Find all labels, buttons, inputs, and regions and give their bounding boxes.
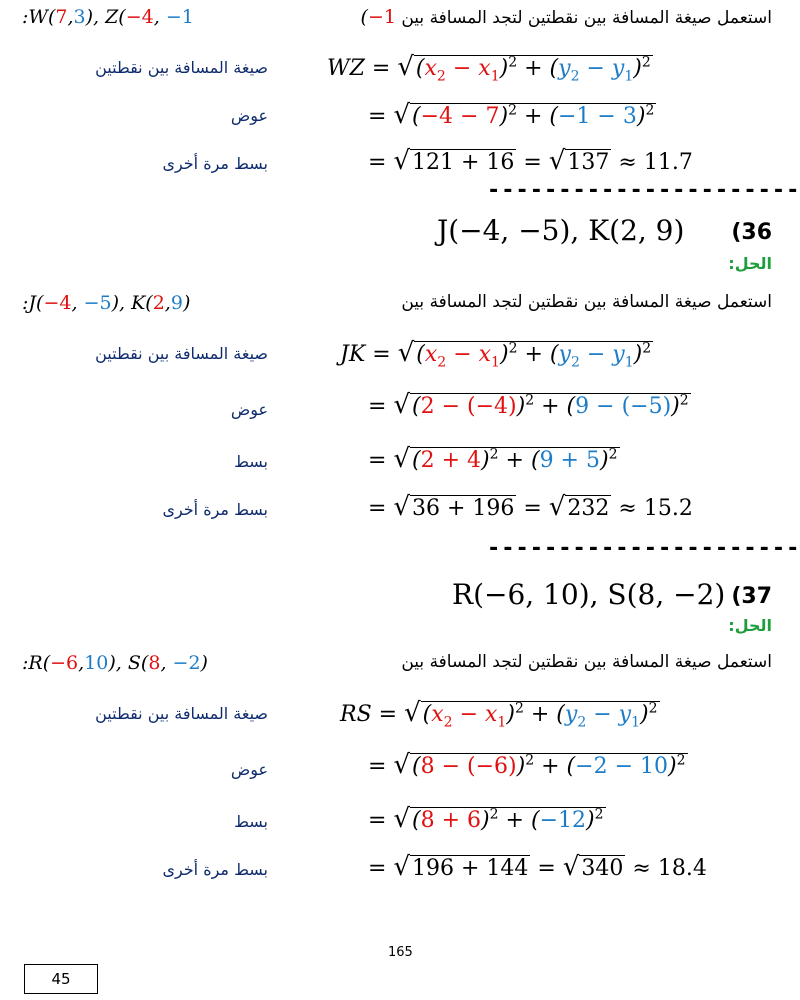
label-sub-top: عوض [230,106,268,125]
label-sub-37: عوض [230,760,268,779]
points-rs: :R(−6,10), S(8, −2) [22,652,208,674]
result-jk: = √36 + 196 = √232 ≈ 15.2 [368,492,693,522]
points-inline: (−1 [360,6,396,28]
label-simplify-37: بسط [234,812,268,831]
separator-2: ---------------------- [487,536,800,561]
result-rs: = √196 + 144 = √340 ≈ 18.4 [368,852,707,882]
intro-line-37: استعمل صيغة المسافة بين نقطتين لتجد المسافة بين [401,652,772,672]
problem-36-statement: J(−4, −5), K(2, 9) [437,214,685,247]
page-number: 165 [388,945,413,960]
solution-label-37: الحل: [728,616,772,635]
intro-text: استعمل صيغة المسافة بين نقطتين لتجد المسافة بين [401,8,772,28]
sub-rs: = $√(8 - (-6))^2 + (-2 - 10)^2$ [368,750,686,780]
intro-line-top [361,6,772,28]
points-jk: :J(−4, −5), K(2,9) [22,292,191,314]
label-simplify-36: بسط [234,452,268,471]
simplify-jk: = $√(2 + 4)^2 + (9 + 5)^2$ [368,444,618,474]
label-simplify-again-top: بسط مرة أخرى [162,154,268,173]
label-simplify-again-37: بسط مرة أخرى [162,860,268,879]
points-wz: :W(7,3), Z(−4, −1 [22,6,194,28]
label-formula-36: صيغة المسافة بين نقطتين [95,344,268,363]
formula-wz: WZ = $√(x_2 - x_1)^2 + (y_2 - y_1)^2$ [327,52,651,85]
simplify-rs: = $√(8 + 6)^2 + (-12)^2$ [368,804,604,834]
page-box-number: 45 [24,964,98,994]
problem-37-number: (37 [731,584,772,609]
intro-line-36: استعمل صيغة المسافة بين نقطتين لتجد المسافة بين [401,292,772,312]
result-wz: = √121 + 16 = √137 ≈ 11.7 [368,146,693,176]
label-formula-top: صيغة المسافة بين نقطتين [95,58,268,77]
problem-37-statement: R(−6, 10), S(8, −2) [452,578,726,611]
solution-label-36: الحل: [728,254,772,273]
problem-36-number: (36 [731,220,772,245]
formula-rs: RS = $√(x_2 - x_1)^2 + (y_2 - y_1)^2$ [340,698,658,731]
label-simplify-again-36: بسط مرة أخرى [162,500,268,519]
sub-jk: = $√(2 - (-4))^2 + (9 - (-5))^2$ [368,390,689,420]
formula-jk: JK = $√(x_2 - x_1)^2 + (y_2 - y_1)^2$ [340,338,652,371]
separator-1: ---------------------- [487,178,800,203]
sub-wz: = $√(-4 - 7)^2 + (-1 - 3)^2$ [368,100,655,130]
label-formula-37: صيغة المسافة بين نقطتين [95,704,268,723]
label-sub-36: عوض [230,400,268,419]
